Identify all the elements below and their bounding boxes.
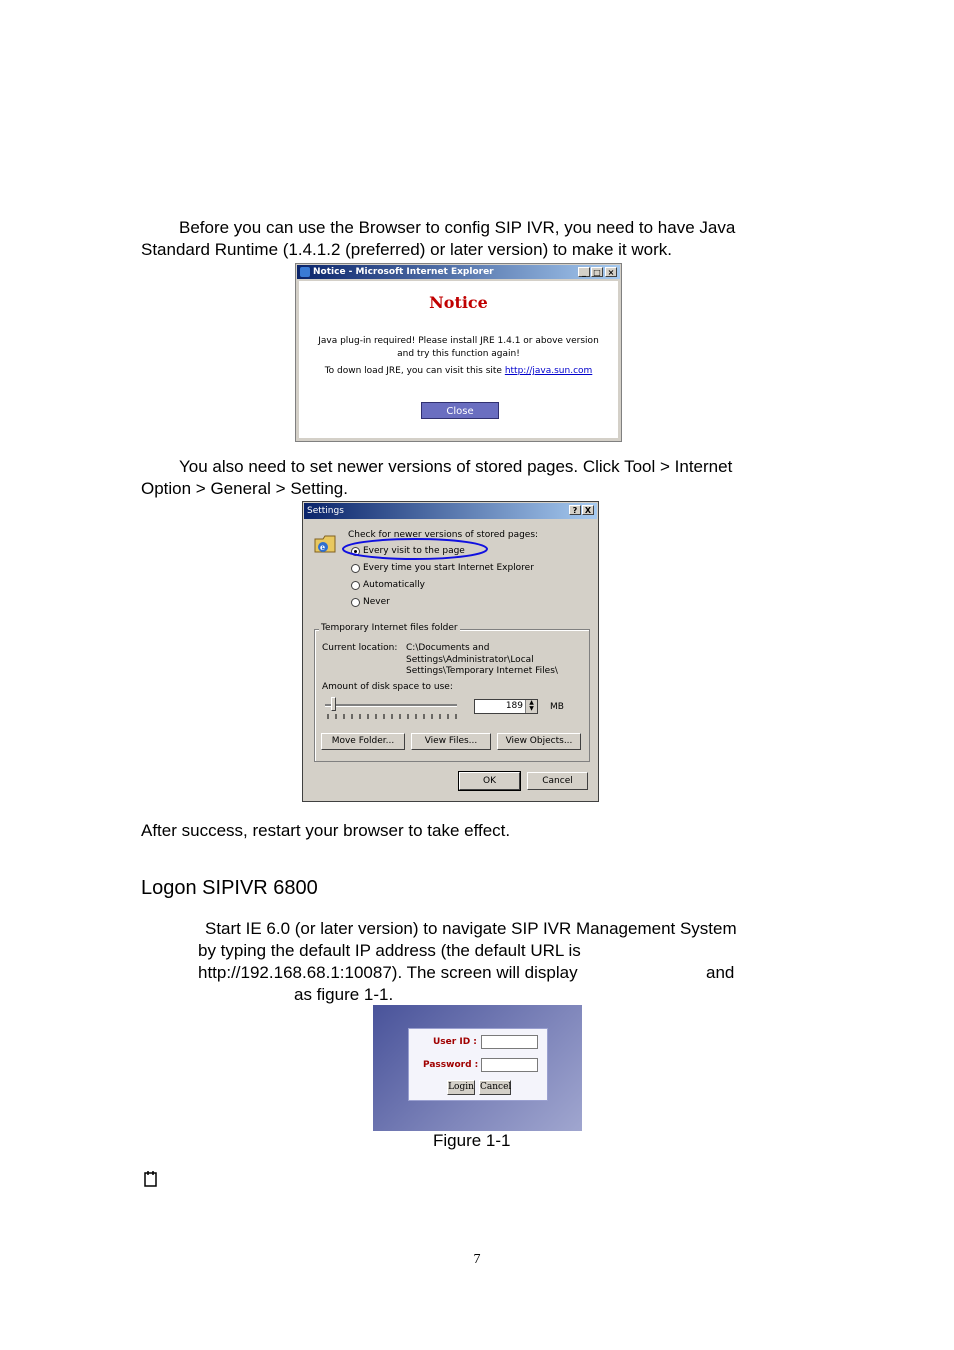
disk-space-slider-track (325, 704, 457, 707)
help-icon[interactable]: ? (569, 505, 581, 515)
slider-ticks (327, 714, 459, 720)
password-input[interactable] (481, 1058, 538, 1072)
current-location-3: Settings\Temporary Internet Files\ (406, 666, 558, 676)
note-icon (143, 1170, 159, 1188)
ok-button[interactable]: OK (459, 772, 520, 790)
paragraph-2-line-2: Option > General > Setting. (141, 479, 348, 498)
svg-text:e: e (320, 542, 326, 552)
settings-close-icon[interactable]: X (582, 505, 594, 515)
user-id-input[interactable] (481, 1035, 538, 1049)
notice-line-3 (299, 366, 618, 376)
view-objects-button[interactable]: View Objects... (497, 733, 581, 750)
minimize-icon[interactable]: _ (578, 267, 590, 277)
paragraph-4-line-3a: http://192.168.68.1:10087). The screen will display (198, 963, 578, 982)
notice-close-button[interactable]: Close (421, 402, 499, 419)
cancel-button[interactable]: Cancel (527, 772, 588, 790)
disk-space-label: Amount of disk space to use: (322, 682, 453, 692)
view-files-button[interactable]: View Files... (411, 733, 491, 750)
temp-files-group (314, 623, 590, 762)
notice-titlebar (297, 265, 620, 279)
option-every-visit[interactable]: Every visit to the page (363, 546, 465, 556)
paragraph-4-line-3b: and (706, 963, 735, 982)
spin-arrows-icon[interactable]: ▲ ▼ (525, 700, 537, 713)
paragraph-4-line-4: as figure 1-1. (294, 985, 394, 1004)
check-newer-label: Check for newer versions of stored pages: (348, 530, 539, 540)
notice-line-1: Java plug-in required! Please install JRE 1.4.1 or above version (318, 336, 599, 346)
highlight-ellipse (341, 537, 491, 561)
disk-space-slider-thumb[interactable] (331, 697, 336, 711)
paragraph-1-line-1: Before you can use the Browser to config SIP IVR, you need to have Java (179, 218, 736, 237)
java-download-link[interactable]: http://java.sun.com (504, 366, 593, 376)
disk-space-value: 189 (505, 701, 523, 711)
settings-titlebar (304, 503, 597, 519)
folder-ie-icon (313, 532, 339, 556)
move-folder-button[interactable]: Move Folder... (321, 733, 405, 750)
paragraph-4-line-2: by typing the default IP address (the default URL is (198, 941, 581, 960)
temp-files-group-label: Temporary Internet files folder (321, 623, 458, 633)
paragraph-4-line-1: Start IE 6.0 (or later version) to navigate SIP IVR Management System (205, 919, 737, 938)
password-label: Password : (423, 1060, 479, 1070)
radio-every-start[interactable] (351, 564, 360, 573)
user-id-label: User ID : (433, 1037, 477, 1047)
ie-icon (300, 267, 310, 277)
notice-body (299, 281, 618, 438)
login-screenshot (373, 1005, 582, 1131)
option-never[interactable]: Never (363, 597, 390, 607)
figure-caption: Figure 1-1 (433, 1131, 511, 1150)
current-location-2: Settings\Administrator\Local (406, 655, 534, 665)
settings-title: Settings (307, 506, 344, 516)
paragraph-2-line-1: You also need to set newer versions of stored pages. Click Tool > Internet (179, 457, 733, 476)
current-location-1: C:\Documents and (406, 643, 490, 653)
option-automatically[interactable]: Automatically (363, 580, 425, 590)
maximize-icon[interactable]: □ (591, 267, 603, 277)
notice-window-title: Notice - Microsoft Internet Explorer (313, 267, 494, 277)
radio-never[interactable] (351, 598, 360, 607)
radio-automatically[interactable] (351, 581, 360, 590)
login-panel (408, 1028, 548, 1101)
disk-space-unit: MB (550, 702, 564, 712)
login-cancel-button[interactable]: Cancel (479, 1080, 511, 1095)
option-every-start[interactable]: Every time you start Internet Explorer (363, 563, 534, 573)
notice-line-2: and try this function again! (397, 349, 520, 359)
login-button[interactable]: Login (447, 1080, 475, 1095)
paragraph-3: After success, restart your browser to take effect. (141, 821, 511, 840)
settings-dialog (302, 501, 599, 802)
page-number: 7 (473, 1252, 481, 1267)
disk-space-spinner[interactable] (474, 699, 538, 714)
notice-line-3-text: To down load JRE, you can visit this site (324, 366, 502, 376)
current-location-label: Current location: (322, 643, 398, 653)
notice-window (295, 263, 622, 442)
section-heading: Logon SIPIVR 6800 (141, 877, 318, 899)
paragraph-1-line-2: Standard Runtime (1.4.1.2 (preferred) or later version) to make it work. (141, 240, 672, 259)
notice-heading: Notice (429, 293, 488, 312)
close-icon[interactable]: × (605, 267, 617, 277)
